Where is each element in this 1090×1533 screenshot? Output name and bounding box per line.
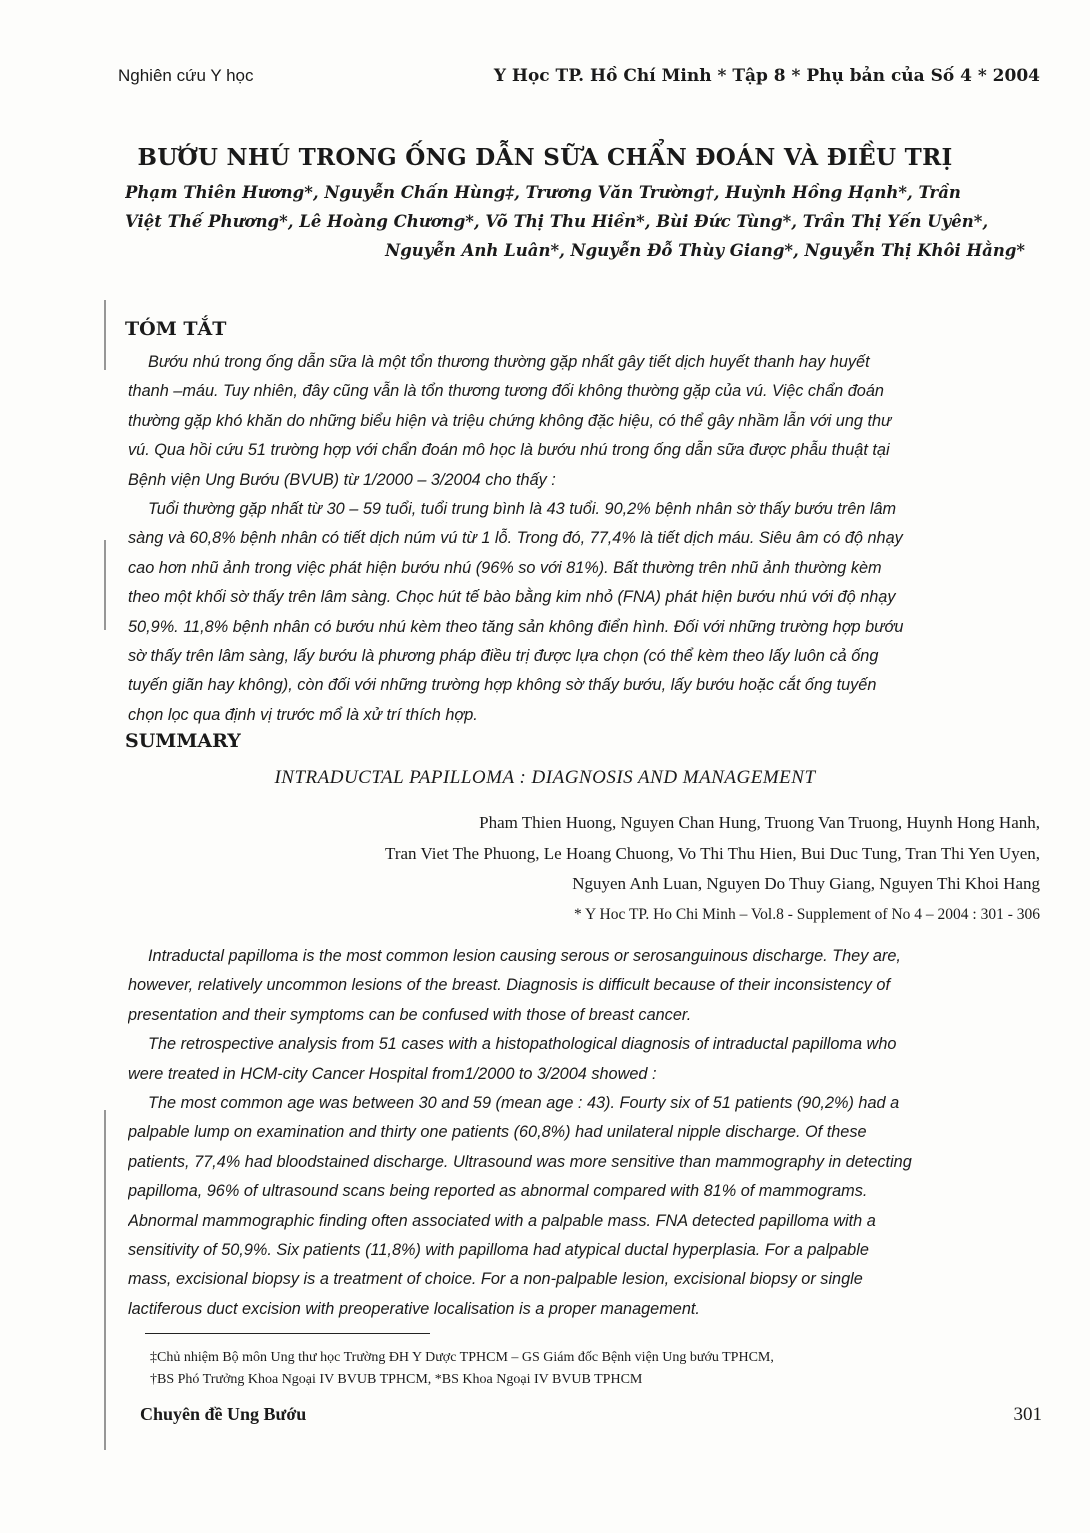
- author-line: Tran Viet The Phuong, Le Hoang Chuong, Vo Thi Thu Hien, Bui Duc Tung, Tran Thi Yen Uyen,: [385, 843, 1040, 863]
- text-line: palpable lump on examination and thirty one patients (60,8%) had unilateral nipple discharge. Of these: [128, 1123, 867, 1142]
- text-line: Abnormal mammographic finding often associated with a palpable mass. FNA detected papilloma with a: [128, 1211, 876, 1230]
- abstract-en-heading: SUMMARY: [125, 730, 241, 752]
- citation: * Y Hoc TP. Ho Chi Minh – Vol.8 - Supplement of No 4 – 2004 : 301 - 306: [573, 905, 1040, 923]
- text-line: patients, 77,4% had bloodstained discharge. Ultrasound was more sensitive than mammography in detecting: [128, 1152, 912, 1171]
- text-line: sờ thấy trên lâm sàng, lấy bướu là phương pháp điều trị được lựa chọn (có thể kèm theo lấy luôn cả ống: [128, 647, 879, 666]
- abstract-vn-heading: TÓM TẮT: [125, 318, 227, 340]
- text-line: cao hơn nhũ ảnh trong việc phát hiện bướu nhú (96% so với 81%). Bất thường trên nhũ ảnh thường kèm: [128, 558, 882, 577]
- journal-section: Nghiên cứu Y học: [118, 66, 254, 85]
- text-line: sàng và 60,8% bệnh nhân có tiết dịch núm vú từ 1 lỗ. Trong đó, 77,4% là tiết dịch máu. Siêu âm có độ nhạy: [128, 529, 903, 548]
- journal-citation-header: Y Học TP. Hồ Chí Minh * Tập 8 * Phụ bản của Số 4 * 2004: [493, 66, 1040, 86]
- author-line: Nguyen Anh Luan, Nguyen Do Thuy Giang, Nguyen Thi Khoi Hang: [572, 874, 1040, 893]
- footnote-divider: [145, 1333, 430, 1334]
- text-line: Intraductal papilloma is the most common lesion causing serous or serosanguinous discharge. They are,: [148, 947, 901, 965]
- author-line: Nguyễn Anh Luân*, Nguyễn Đỗ Thùy Giang*, Nguyễn Thị Khôi Hằng*: [385, 241, 1025, 260]
- text-line: thường gặp khó khăn do những biểu hiện và triệu chứng không đặc hiệu, có thể gây nhầm lẫn với ung thư: [128, 411, 892, 430]
- text-line: chọn lọc qua định vị trước mổ là xử trí thích hợp.: [128, 705, 478, 724]
- text-line: Tuổi thường gặp nhất từ 30 – 59 tuổi, tuổi trung bình là 43 tuổi. 90,2% bệnh nhân sờ thấy bướu trên lâm: [148, 500, 897, 519]
- text-line: were treated in HCM-city Cancer Hospital from1/2000 to 3/2004 showed :: [128, 1064, 657, 1083]
- text-line: lactiferous duct excision with preoperative localisation is a proper management.: [128, 1299, 700, 1318]
- text-line: The most common age was between 30 and 59 (mean age : 43). Fourty six of 51 patients (90,2%) had a: [148, 1094, 900, 1113]
- author-line: Pham Thien Huong, Nguyen Chan Hung, Truong Van Truong, Huynh Hong Hanh,: [479, 813, 1040, 832]
- text-line: presentation and their symptoms can be confused with those of breast cancer.: [128, 1005, 692, 1024]
- scan-artifact: [104, 300, 106, 370]
- text-line: Bệnh viện Ung Bướu (BVUB) từ 1/2000 – 3/2004 cho thấy :: [128, 470, 556, 489]
- scan-artifact: [104, 540, 106, 630]
- footnotes: [150, 1347, 774, 1391]
- author-line: Việt Thế Phương*, Lê Hoàng Chương*, Võ Thị Thu Hiền*, Bùi Đức Tùng*, Trần Thị Yến Uyên*,: [125, 212, 989, 231]
- article-title: BƯỚU NHÚ TRONG ỐNG DẪN SỮA CHẨN ĐOÁN VÀ ĐIỀU TRỊ: [137, 144, 953, 171]
- abstract-vn: [128, 348, 1037, 730]
- author-line: Phạm Thiên Hương*, Nguyễn Chấn Hùng‡, Trương Văn Trường†, Huỳnh Hồng Hạnh*, Trần: [125, 183, 961, 202]
- footnote: †BS Phó Trưởng Khoa Ngoại IV BVUB TPHCM, *BS Khoa Ngoại IV BVUB TPHCM: [150, 1372, 643, 1387]
- scan-artifact: [104, 1110, 106, 1450]
- running-header: [118, 66, 1040, 92]
- text-line: however, relatively uncommon lesions of the breast. Diagnosis is difficult because of their inconsistency of: [128, 976, 890, 995]
- text-line: vú. Qua hồi cứu 51 trường hợp với chẩn đoán mô học là bướu nhú trong ống dẫn sữa được phẫu thuật tại: [128, 441, 890, 460]
- english-title: INTRADUCTAL PAPILLOMA : DIAGNOSIS AND MANAGEMENT: [274, 767, 816, 788]
- text-line: papilloma, 96% of ultrasound scans being reported as abnormal compared with 81% of mammograms.: [128, 1182, 868, 1201]
- text-line: Bướu nhú trong ống dẫn sữa là một tổn thương thường gặp nhất gây tiết dịch huyết thanh hay huyết: [148, 353, 870, 371]
- text-line: 50,9%. 11,8% bệnh nhân có bướu nhú kèm theo tăng sản không điển hình. Đối với những trường hợp bướu: [128, 617, 904, 636]
- authors-vietnamese: [125, 178, 1035, 265]
- text-line: thanh –máu. Tuy nhiên, đây cũng vẫn là tổn thương tương đối không thường gặp của vú. Việc chẩn đoán: [128, 382, 884, 401]
- abstract-en: [128, 942, 1037, 1324]
- page-number: 301: [1013, 1404, 1042, 1425]
- authors-english: [385, 808, 1040, 930]
- text-line: theo một khối sờ thấy trên lâm sàng. Chọc hút tế bào bằng kim nhỏ (FNA) phát hiện bướu nhú với độ nhạy: [128, 588, 896, 607]
- footnote: ‡Chủ nhiệm Bộ môn Ung thư học Trường ĐH Y Dược TPHCM – GS Giám đốc Bệnh viện Ung bướu TPHCM,: [150, 1350, 774, 1365]
- text-line: tuyến giãn hay không), còn đối với những trường hợp không sờ thấy bướu, lấy bướu hoặc cắt ống tuyến: [128, 676, 877, 695]
- running-footer: Chuyên đề Ung Bướu: [140, 1404, 307, 1424]
- text-line: sensitivity of 50,9%. Six patients (11,8%) with papilloma had atypical ductal hyperplasia. For a palpable: [128, 1241, 869, 1260]
- text-line: The retrospective analysis from 51 cases with a histopathological diagnosis of intraductal papilloma who: [148, 1035, 897, 1054]
- text-line: mass, excisional biopsy is a treatment of choice. For a non-palpable lesion, excisional biopsy or single: [128, 1270, 863, 1289]
